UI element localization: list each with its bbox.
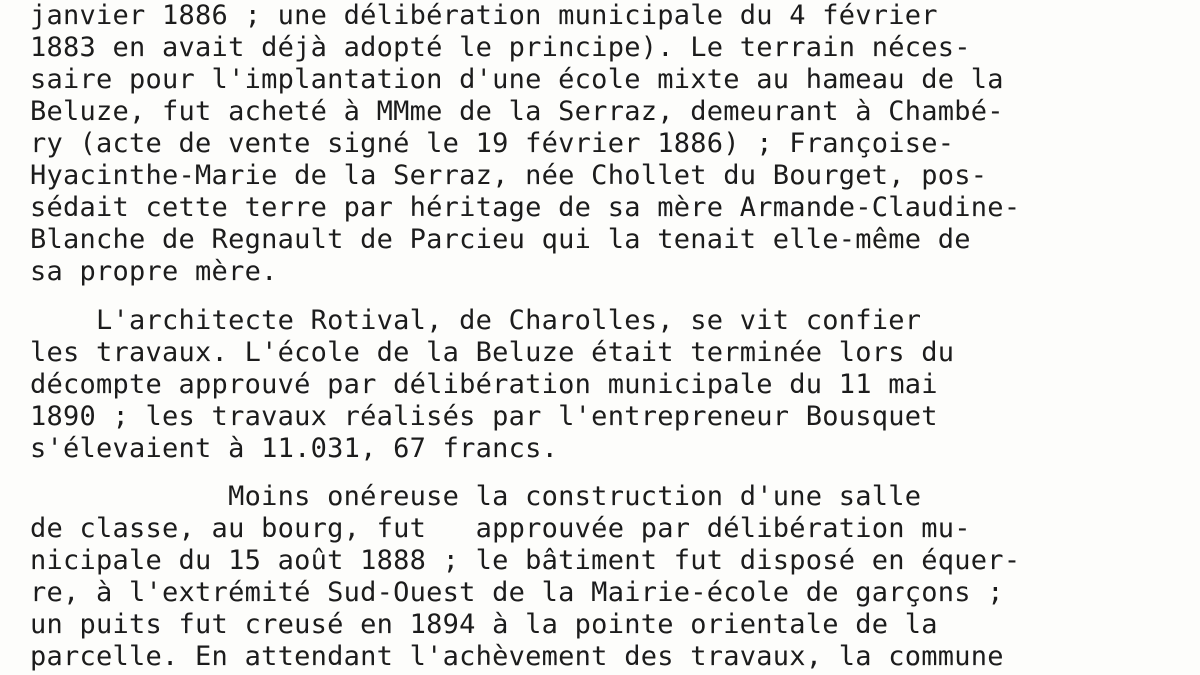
text-line: 1883 en avait déjà adopté le principe). Le terrain néces- <box>30 32 971 63</box>
text-line: saire pour l'implantation d'une école mixte au hameau de la <box>30 64 1004 95</box>
text-line: les travaux. L'école de la Beluze était terminée lors du <box>30 337 955 368</box>
text-line: nicipale du 15 août 1888 ; le bâtiment fut disposé en équer- <box>30 545 1021 576</box>
text-line: sédait cette terre par héritage de sa mère Armande-Claudine- <box>30 192 1021 223</box>
text-line: 1890 ; les travaux réalisés par l'entrepreneur Bousquet <box>30 401 938 432</box>
text-line: L'architecte Rotival, de Charolles, se vit confier <box>30 305 922 336</box>
text-line: Hyacinthe-Marie de la Serraz, née Chollet du Bourget, pos- <box>30 160 988 191</box>
text-line: s'élevaient à 11.031, 67 francs. <box>30 433 559 464</box>
text-line: ry (acte de vente signé le 19 février 1886) ; Françoise- <box>30 128 955 159</box>
text-line: parcelle. En attendant l'achèvement des travaux, la commune <box>30 641 1004 672</box>
text-line: Blanche de Regnault de Parcieu qui la tenait elle-même de <box>30 224 971 255</box>
text-line: Moins onéreuse la construction d'une salle <box>30 481 922 512</box>
text-line: de classe, au bourg, fut approuvée par délibération mu- <box>30 513 971 544</box>
text-line: re, à l'extrémité Sud-Ouest de la Mairie-école de garçons ; <box>30 577 1004 608</box>
text-line: janvier 1886 ; une délibération municipale du 4 février <box>30 0 938 31</box>
text-line: Beluze, fut acheté à MMme de la Serraz, demeurant à Chambé- <box>30 96 1004 127</box>
text-line: un puits fut creusé en 1894 à la pointe orientale de la <box>30 609 938 640</box>
text-line: décompte approuvé par délibération municipale du 11 mai <box>30 369 938 400</box>
text-line: sa propre mère. <box>30 256 278 287</box>
